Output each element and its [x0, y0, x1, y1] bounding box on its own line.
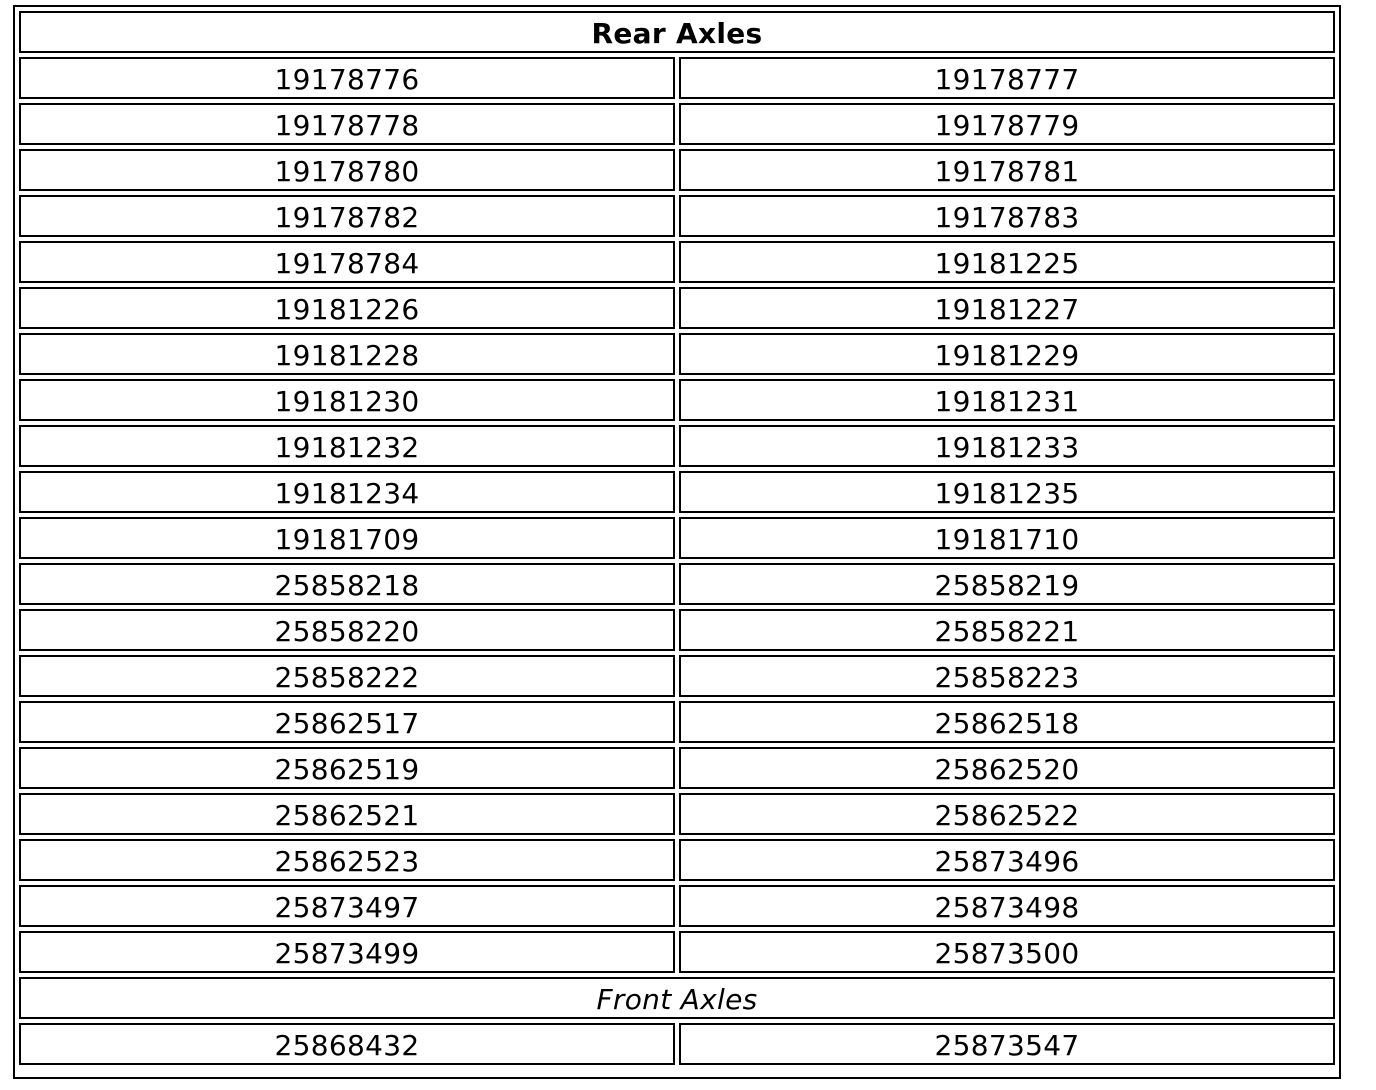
part-number-cell: 19181231 — [679, 379, 1335, 421]
part-number-cell: 19178782 — [19, 195, 675, 237]
table-row — [19, 931, 1335, 973]
part-number-cell: 19178777 — [679, 57, 1335, 99]
part-number-cell: 19181228 — [19, 333, 675, 375]
part-number-cell: 25873500 — [679, 931, 1335, 973]
part-number-cell: 19178779 — [679, 103, 1335, 145]
table-row — [19, 793, 1335, 835]
part-number-cell: 25862517 — [19, 701, 675, 743]
table-row — [19, 425, 1335, 467]
part-number-cell: 19181232 — [19, 425, 675, 467]
part-number-cell: 19178778 — [19, 103, 675, 145]
part-number-cell: 25873497 — [19, 885, 675, 927]
table-row — [19, 701, 1335, 743]
front-axles-heading: Front Axles — [19, 977, 1335, 1019]
part-number-cell: 19181233 — [679, 425, 1335, 467]
part-number-cell: 25858223 — [679, 655, 1335, 697]
table-row — [19, 885, 1335, 927]
table-row — [19, 563, 1335, 605]
part-number-cell: 25873499 — [19, 931, 675, 973]
part-number-cell: 25858221 — [679, 609, 1335, 651]
table-row — [19, 333, 1335, 375]
table-header-row — [19, 11, 1335, 53]
table-row — [19, 1023, 1335, 1065]
part-number-cell: 25858222 — [19, 655, 675, 697]
part-number-cell: 19181235 — [679, 471, 1335, 513]
table-grid — [19, 11, 1335, 1069]
part-number-cell: 25862520 — [679, 747, 1335, 789]
part-number-cell: 19181230 — [19, 379, 675, 421]
table-row — [19, 379, 1335, 421]
part-number-cell: 19178783 — [679, 195, 1335, 237]
table-row — [19, 195, 1335, 237]
part-number-cell: 19181229 — [679, 333, 1335, 375]
axle-part-table — [13, 5, 1341, 1079]
part-number-cell: 25862521 — [19, 793, 675, 835]
part-number-cell: 19178780 — [19, 149, 675, 191]
table-row — [19, 471, 1335, 513]
part-number-cell: 25868432 — [19, 1023, 675, 1065]
front-axles-rows — [19, 1023, 1335, 1065]
table-row — [19, 517, 1335, 559]
part-number-cell: 19181234 — [19, 471, 675, 513]
part-number-cell: 25862523 — [19, 839, 675, 881]
table-row — [19, 287, 1335, 329]
table-row — [19, 609, 1335, 651]
table-row — [19, 839, 1335, 881]
part-number-cell: 25862518 — [679, 701, 1335, 743]
part-number-cell: 19181225 — [679, 241, 1335, 283]
table-row — [19, 149, 1335, 191]
table-row — [19, 57, 1335, 99]
part-number-cell: 19181709 — [19, 517, 675, 559]
part-number-cell: 25873547 — [679, 1023, 1335, 1065]
part-number-cell: 25858218 — [19, 563, 675, 605]
part-number-cell: 25858220 — [19, 609, 675, 651]
part-number-cell: 25873498 — [679, 885, 1335, 927]
part-number-cell: 19181227 — [679, 287, 1335, 329]
table-row — [19, 241, 1335, 283]
part-number-cell: 25858219 — [679, 563, 1335, 605]
part-number-cell: 19178781 — [679, 149, 1335, 191]
part-number-cell: 19181710 — [679, 517, 1335, 559]
rear-axles-heading: Rear Axles — [19, 11, 1335, 53]
table-row — [19, 747, 1335, 789]
part-number-cell: 25862519 — [19, 747, 675, 789]
table-row — [19, 655, 1335, 697]
part-number-cell: 19181226 — [19, 287, 675, 329]
part-number-cell: 25873496 — [679, 839, 1335, 881]
rear-axles-rows — [19, 57, 1335, 973]
table-row — [19, 103, 1335, 145]
table-subheader-row — [19, 977, 1335, 1019]
part-number-cell: 19178784 — [19, 241, 675, 283]
part-number-cell: 25862522 — [679, 793, 1335, 835]
part-number-cell: 19178776 — [19, 57, 675, 99]
